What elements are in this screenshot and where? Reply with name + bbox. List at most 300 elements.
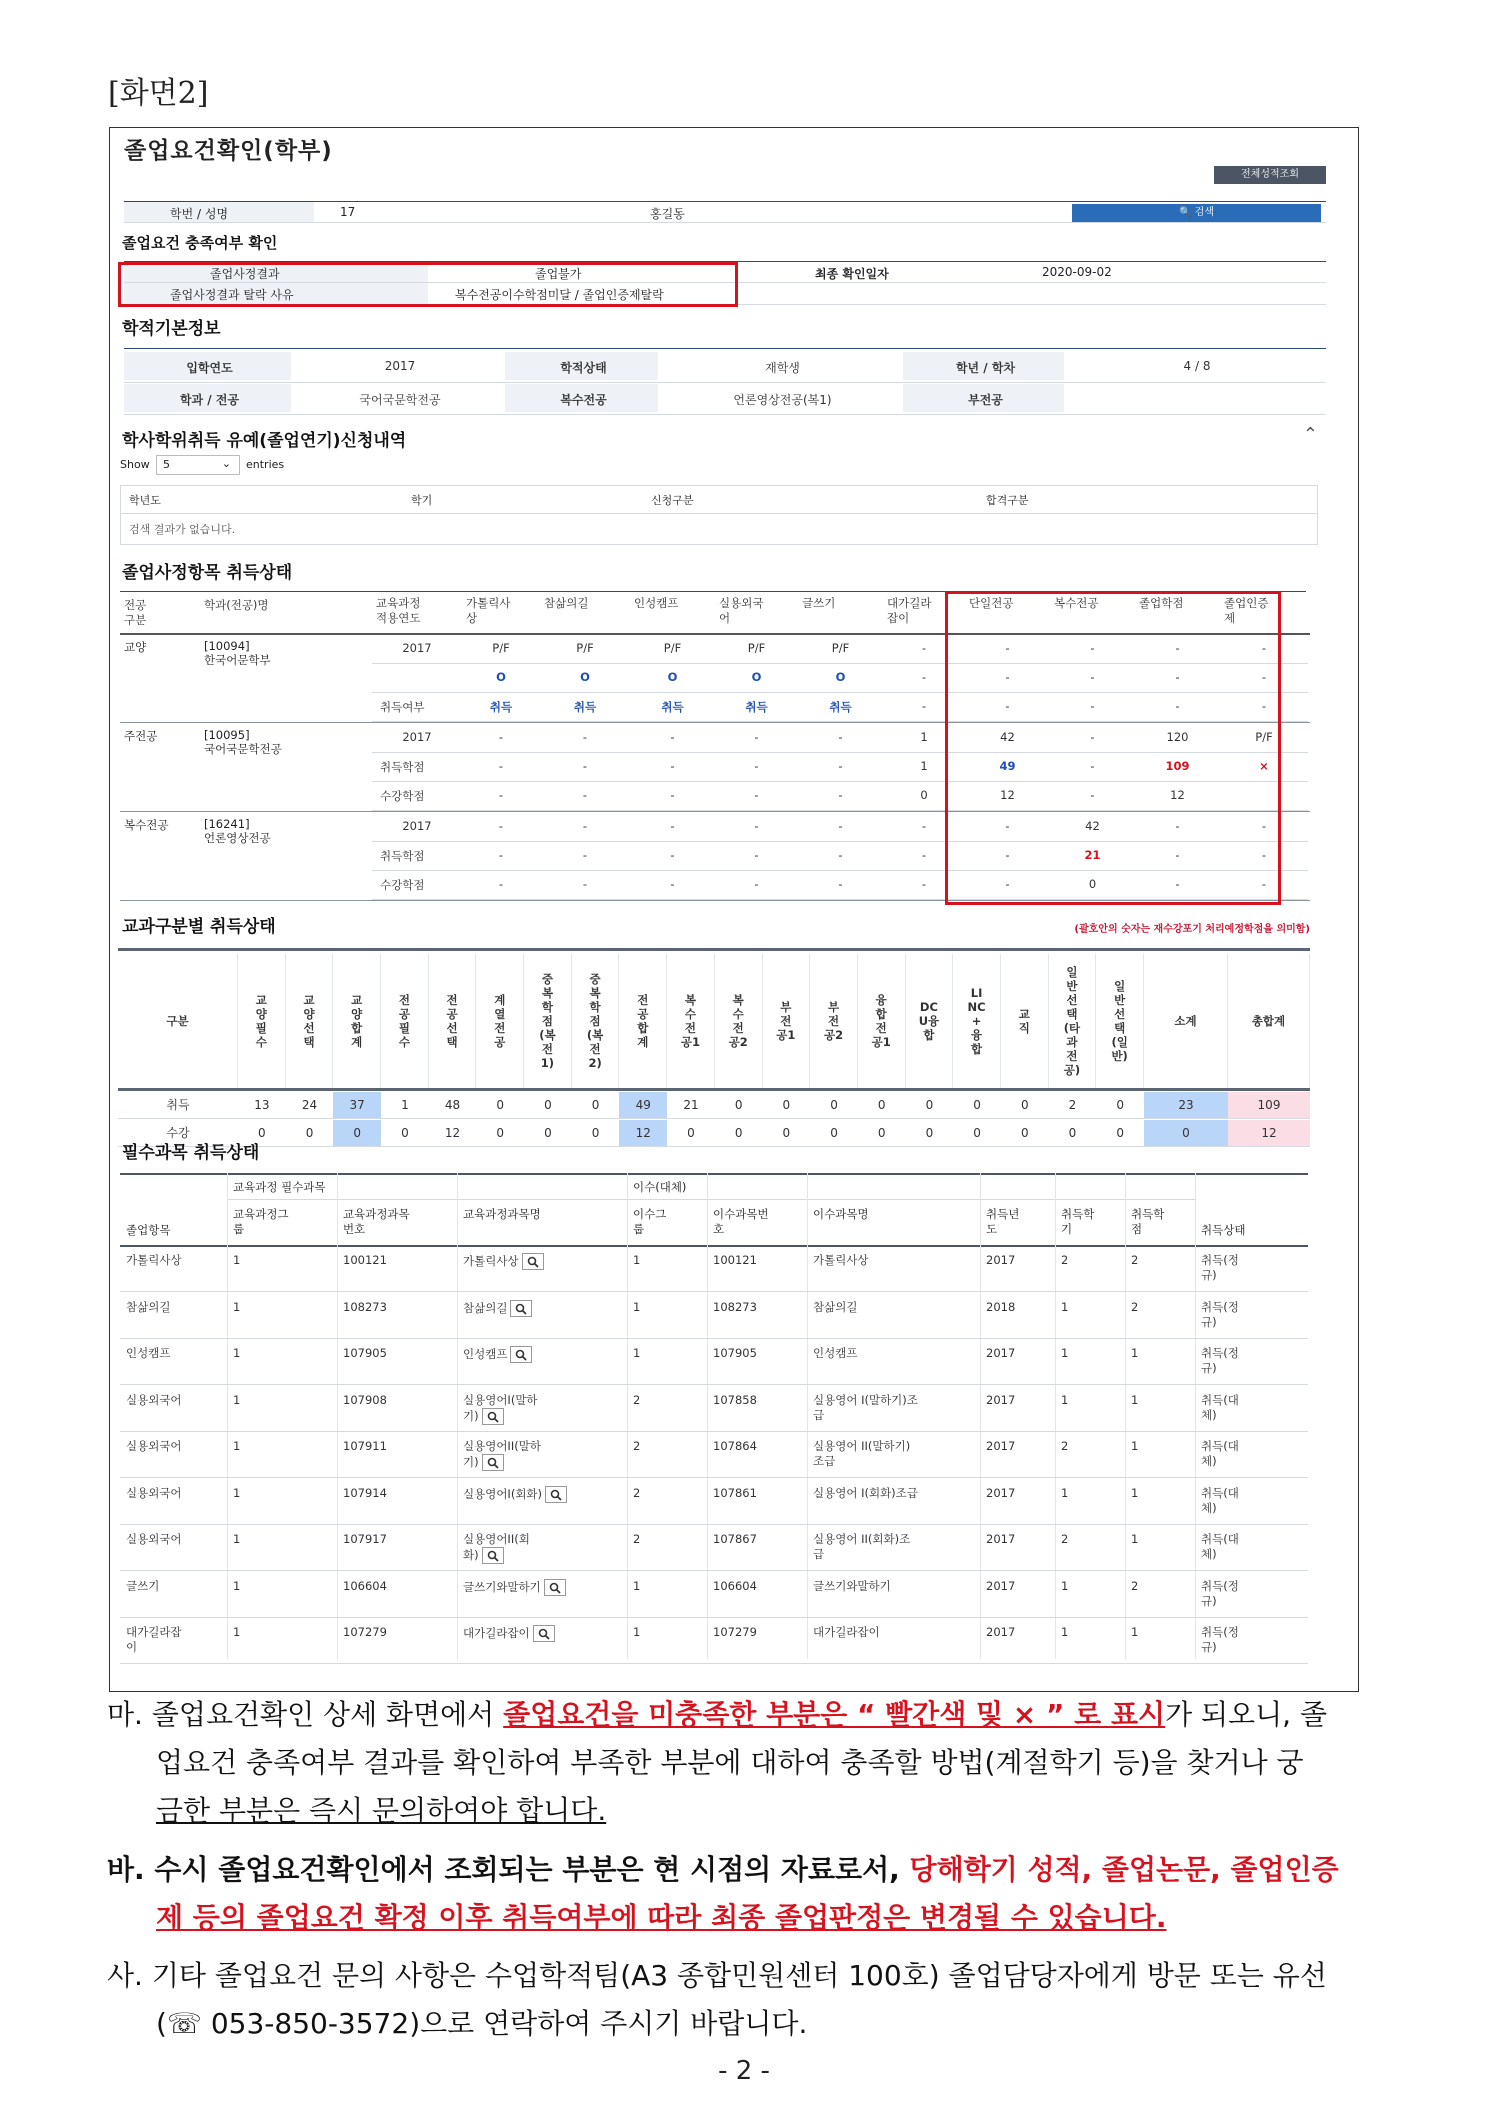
status-cell: - [921, 699, 927, 713]
deferral-header: 신청구분 [651, 494, 694, 507]
class-cell: 0 [830, 1098, 838, 1112]
status-header: 글쓰기 [802, 596, 836, 610]
status-header: 전공 구분 [124, 598, 147, 627]
required-cell: 1 [1061, 1346, 1069, 1360]
class-cell: 0 [734, 1126, 743, 1140]
class-header-label: 복 수 전 공1 [680, 993, 701, 1049]
status-cell: - [582, 848, 588, 862]
note-emphasis: 당해학기 성적, 졸업논문, 졸업인증 [909, 1853, 1339, 1886]
group-header: 이수(대체) [633, 1180, 687, 1194]
required-cell: 106604 [343, 1578, 387, 1593]
required-cell: 1 [233, 1625, 241, 1639]
status-header: 복수전공 [1054, 596, 1099, 610]
status-cell: P/F [576, 641, 594, 655]
status-cell: 2017 [402, 730, 432, 744]
status-cell: - [1175, 699, 1180, 713]
divider [227, 1173, 228, 1659]
required-cell: 1 [633, 1625, 641, 1639]
required-cell: 실용영어II(회 화) [463, 1532, 530, 1562]
status-cell: 120 [1166, 730, 1189, 744]
class-cell: 0 [1020, 1126, 1029, 1140]
divider [124, 382, 1326, 383]
required-cell: 1 [1131, 1346, 1139, 1360]
info-value: 2017 [384, 359, 416, 373]
required-cell: 2 [633, 1485, 641, 1500]
search-icon[interactable] [482, 1454, 504, 1471]
class-header [333, 954, 381, 1088]
class-header-label: 소계 [1174, 1014, 1197, 1028]
required-header: 취득학 기 [1061, 1207, 1095, 1236]
entries-select-value: 5 [163, 458, 170, 471]
class-header [667, 954, 715, 1088]
class-cell: 취득 [166, 1098, 190, 1112]
required-cell: 107908 [343, 1392, 387, 1407]
required-cell: 실용영어 I(회화)조급 [813, 1485, 918, 1500]
class-cell: 0 [1068, 1126, 1077, 1140]
info-value: 4 / 8 [1183, 359, 1211, 373]
required-cell: 실용외국어 [126, 1392, 182, 1407]
status-cell: - [921, 877, 927, 891]
required-cell: 107917 [343, 1532, 387, 1546]
required-cell: 1 [233, 1253, 241, 1267]
class-header-label: 부 전 공2 [823, 1000, 844, 1042]
info-value: 언론영상전공(복1) [733, 393, 832, 407]
class-cell: 0 [305, 1126, 314, 1140]
info-label: 학적상태 [560, 361, 607, 375]
note-ma-2: 업요건 충족여부 결과를 확인하여 부족한 부분에 대하여 충족할 방법(계절학기 등)을 찾거나 궁 [156, 1746, 1304, 1779]
class-header [810, 954, 858, 1088]
class-header-label: 융 합 전 공1 [871, 993, 891, 1049]
divider [1125, 1173, 1126, 1659]
class-header-label: 전 공 합 계 [637, 993, 649, 1049]
status-cell: - [670, 848, 675, 862]
status-header: 단일전공 [969, 596, 1014, 610]
class-cell: 24 [301, 1098, 318, 1112]
required-cell: 1 [1061, 1578, 1069, 1593]
required-cell: 실용외국어 [126, 1485, 182, 1500]
deferral-header: 학년도 [129, 494, 161, 507]
required-header: 이수과목명 [813, 1207, 869, 1221]
class-header [953, 954, 1001, 1088]
required-cell: 1 [233, 1299, 241, 1314]
status-cell: - [1175, 641, 1180, 655]
class-header-label: 중 복 학 점 (복 전 1) [539, 972, 556, 1070]
search-icon[interactable] [533, 1625, 555, 1642]
status-cell: 수강학점 [380, 878, 425, 892]
status-cell: - [1175, 848, 1180, 862]
required-cell: 취득(정 규) [1201, 1578, 1239, 1608]
required-cell: 1 [1061, 1299, 1069, 1314]
class-cell: 0 [544, 1126, 552, 1140]
divider [120, 1245, 1308, 1247]
required-cell: 실용외국어 [126, 1532, 182, 1546]
divider [124, 414, 1326, 415]
status-cell: - [921, 848, 927, 862]
result-value: 졸업불가 [535, 267, 582, 281]
note-sa: 사. 기타 졸업요건 문의 사항은 수업학적팀(A3 종합민원센터 100호) 졸업담당자에게 방문 또는 유선 [107, 1959, 1327, 1992]
class-cell: 13 [254, 1098, 270, 1112]
note-text: 마. 졸업요건확인 상세 화면에서 [107, 1698, 504, 1731]
status-cell: - [838, 848, 843, 862]
divider [120, 1570, 1308, 1571]
status-cell: - [582, 819, 588, 833]
required-cell: 실용외국어 [126, 1439, 182, 1453]
collapse-icon[interactable]: ⌃ [1302, 424, 1318, 445]
required-cell: 1 [1131, 1392, 1139, 1407]
required-cell: 2 [1131, 1299, 1139, 1314]
divider [807, 1173, 808, 1659]
class-header-label: 전 공 필 수 [398, 993, 410, 1049]
class-cell: 0 [830, 1126, 838, 1140]
show-label: Show [120, 458, 150, 471]
class-header-label: 부 전 공1 [776, 1000, 796, 1042]
required-cell: 가톨릭사상 [126, 1253, 182, 1267]
status-header: 실용외국 어 [719, 596, 764, 625]
search-icon[interactable] [544, 1579, 566, 1596]
status-cell: - [838, 877, 843, 891]
class-header-label: 구분 [166, 1014, 189, 1028]
divider [120, 1524, 1308, 1525]
status-cell: 2017 [402, 819, 432, 833]
status-cell: - [1090, 788, 1095, 802]
class-cell: 109 [1228, 1092, 1310, 1118]
divider [120, 1431, 1308, 1432]
class-cell: 48 [444, 1098, 461, 1112]
divider [120, 1291, 1308, 1292]
required-cell: 취득(대 체) [1201, 1485, 1239, 1515]
status-cell: P/F [492, 641, 510, 655]
status-cell: O [667, 670, 678, 684]
required-cell: 1 [1061, 1485, 1069, 1500]
search-icon[interactable] [510, 1346, 532, 1363]
required-cell: 2 [1131, 1578, 1139, 1593]
info-label: 학과 / 전공 [179, 393, 240, 407]
required-header: 취득년 도 [986, 1207, 1020, 1236]
divider [457, 1173, 458, 1659]
class-header-label: 전 공 선 택 [446, 993, 458, 1049]
required-cell: 1 [633, 1578, 641, 1593]
required-cell: 1 [1061, 1625, 1069, 1639]
required-cell: 글쓰기와말하기 [813, 1578, 891, 1593]
status-cell: 취득 [829, 700, 852, 714]
page-title: 졸업요건확인(학부) [124, 138, 333, 164]
divider [121, 513, 1317, 514]
class-cell: 0 [258, 1126, 266, 1140]
class-header-label: LI NC + 융 합 [967, 986, 986, 1056]
class-cell: 0 [591, 1126, 600, 1140]
class-header [1096, 954, 1144, 1088]
divider [980, 1173, 981, 1659]
required-cell: 107867 [713, 1532, 757, 1546]
status-cell: - [1005, 877, 1010, 891]
required-header: 이수과목번 호 [713, 1207, 769, 1236]
divider [118, 1146, 1310, 1147]
class-cell: 49 [619, 1092, 667, 1118]
required-cell: 107905 [343, 1346, 387, 1360]
status-cell: - [838, 730, 843, 744]
class-header [763, 954, 811, 1088]
class-header [715, 954, 763, 1088]
note-ma-3 [156, 1787, 1396, 1835]
class-header-label: 교 양 필 수 [255, 993, 267, 1049]
class-cell: 0 [782, 1126, 791, 1140]
class-header-label: 교 직 [1018, 1007, 1030, 1035]
required-cell: 실용영어 II(회화)조 급 [813, 1532, 911, 1561]
status-cell: - [1090, 670, 1095, 684]
note-text: 바. 수시 졸업요건확인에서 조회되는 부분은 현 시점의 자료로서, [107, 1853, 910, 1886]
divider [120, 1663, 1308, 1664]
required-cell: 실용영어I(회화) [463, 1486, 625, 1503]
status-cell: 수강학점 [380, 789, 425, 803]
status-cell: - [1261, 877, 1267, 891]
class-cell: 0 [1144, 1120, 1228, 1146]
status-cell: - [582, 730, 588, 744]
required-cell: 2 [1131, 1253, 1139, 1267]
class-cell: 37 [333, 1092, 381, 1118]
class-header-label: 총합계 [1251, 1014, 1286, 1028]
status-cell: P/F [831, 641, 850, 655]
search-icon[interactable] [482, 1408, 504, 1425]
class-cell: 0 [973, 1098, 981, 1112]
status-cell: - [670, 730, 675, 744]
status-cell: 취득학점 [380, 760, 425, 774]
status-cell: × [1259, 759, 1269, 773]
status-cell: - [921, 819, 927, 833]
class-cell: 0 [496, 1098, 505, 1112]
status-cell: 0 [1088, 877, 1097, 891]
status-cell: - [1261, 641, 1267, 655]
class-cell: 수강 [166, 1126, 190, 1140]
class-cell: 0 [925, 1126, 934, 1140]
class-header [619, 954, 667, 1088]
status-cell: - [498, 788, 504, 802]
required-cell: 2017 [986, 1253, 1016, 1267]
status-cell: - [1175, 819, 1180, 833]
divider [1195, 1173, 1196, 1659]
status-cell: - [1005, 819, 1010, 833]
search-icon[interactable] [482, 1547, 504, 1564]
highlight-box-result [118, 262, 738, 307]
class-header [1049, 954, 1097, 1088]
required-cell: 1 [233, 1439, 241, 1453]
student-name-value: 홍길동 [650, 207, 685, 221]
class-header [118, 954, 238, 1088]
status-cell: 1 [920, 759, 928, 773]
status-cell: - [582, 788, 588, 802]
reason-value: 복수전공이수학점미달 / 졸업인증제탈락 [455, 288, 664, 302]
required-cell: 108273 [343, 1299, 387, 1314]
note-ba-2: 제 등의 졸업요건 확정 이후 취득여부에 따라 최종 졸업판정은 변경될 수 있습니다. [156, 1901, 1167, 1934]
status-cell: - [921, 670, 927, 684]
required-cell: 2017 [986, 1532, 1016, 1546]
required-cell: 실용영어I(말하 기) [463, 1392, 538, 1423]
note-emphasis: 졸업요건을 미충족한 부분은 “ 빨간색 및 × ” 로 표시 [503, 1698, 1166, 1731]
full-grades-button[interactable]: 전체성적조회 [1214, 166, 1326, 184]
status-cell: - [1005, 641, 1010, 655]
status-cell: 취득 [573, 700, 597, 714]
divider [120, 1617, 1308, 1618]
student-id-value: 17 [340, 205, 356, 219]
required-cell: 1 [233, 1532, 241, 1546]
status-cell: - [1005, 699, 1010, 713]
status-cell: 1 [920, 730, 928, 744]
required-cell: 2017 [986, 1346, 1016, 1360]
required-cell: 취득(정 규) [1201, 1625, 1239, 1654]
required-cell: 인성캠프 [813, 1346, 858, 1360]
class-cell: 0 [401, 1126, 409, 1140]
class-cell: 21 [683, 1098, 699, 1112]
required-cell: 1 [633, 1299, 641, 1314]
required-cell: 글쓰기 [126, 1578, 160, 1593]
date-value: 2020-09-02 [1042, 265, 1112, 279]
chevron-down-icon: ⌄ [221, 457, 231, 470]
required-cell: 참삶의길 [813, 1299, 858, 1314]
required-cell: 1 [1061, 1392, 1069, 1407]
status-cell: - [754, 788, 759, 802]
required-cell: 가톨릭사상 [463, 1253, 625, 1270]
deferral-title: 학사학위취득 유예(졸업연기)신청내역 [122, 431, 407, 451]
status-cell: 12 [1000, 788, 1015, 802]
search-button[interactable] [1072, 204, 1321, 222]
divider [1055, 1173, 1056, 1659]
status-cell: - [754, 759, 759, 773]
required-cell: 취득(대 체) [1201, 1532, 1239, 1561]
basic-info-title: 학적기본정보 [122, 319, 221, 339]
required-cell: 2017 [986, 1439, 1016, 1453]
info-label: 복수전공 [560, 393, 607, 407]
class-cell: 0 [1116, 1126, 1124, 1140]
status-cell: - [1005, 670, 1010, 684]
group-dept: [16241] 언론영상전공 [204, 817, 271, 845]
note-ma [107, 1691, 1397, 1739]
search-icon[interactable] [522, 1253, 544, 1270]
required-cell: 2017 [986, 1485, 1016, 1500]
entries-select[interactable] [156, 455, 240, 475]
divider [120, 1384, 1308, 1385]
status-cell: - [498, 759, 504, 773]
required-cell: 107911 [343, 1439, 387, 1453]
class-header [906, 954, 954, 1088]
empty-message: 검색 결과가 없습니다. [129, 523, 236, 536]
required-cell: 100121 [343, 1253, 387, 1267]
reason-label: 졸업사정결과 탈락 사유 [170, 288, 294, 302]
info-value: 재학생 [765, 361, 800, 375]
status-cell: - [1175, 877, 1180, 891]
status-cell: - [1261, 819, 1267, 833]
required-cell: 취득(정 규) [1201, 1299, 1239, 1329]
required-cell: 1 [1131, 1485, 1139, 1500]
required-cell: 2 [633, 1439, 641, 1453]
divider [337, 1173, 338, 1659]
class-header [1144, 954, 1228, 1088]
status-cell: - [582, 877, 588, 891]
required-header: 교육과정과목명 [463, 1207, 541, 1221]
status-cell: - [754, 877, 759, 891]
class-cell: 0 [734, 1098, 743, 1112]
status-cell: 취득 [489, 700, 513, 714]
class-cell: 0 [925, 1098, 934, 1112]
class-cell: 0 [877, 1126, 886, 1140]
status-cell: - [1090, 641, 1095, 655]
required-cell: 참삶의길 [463, 1300, 625, 1317]
status-cell: 2017 [402, 641, 432, 655]
search-label: 검색 [1194, 207, 1214, 218]
required-cell: 1 [1131, 1439, 1139, 1453]
status-cell: - [670, 759, 675, 773]
status-header: 졸업학점 [1139, 596, 1184, 610]
required-cell: 108273 [713, 1299, 757, 1314]
required-cell: 취득(대 체) [1201, 1439, 1239, 1468]
status-header: 대가길라 잡이 [887, 596, 932, 625]
divider [227, 1199, 1195, 1200]
required-cell: 107864 [713, 1439, 757, 1453]
required-cell: 대가길라잡 이 [126, 1625, 182, 1654]
status-title: 졸업사정항목 취득상태 [122, 563, 293, 583]
required-cell: 107914 [343, 1485, 387, 1500]
class-cell: 0 [687, 1126, 695, 1140]
status-cell: - [1261, 670, 1267, 684]
status-header: 가톨릭사 상 [466, 596, 511, 625]
search-icon[interactable] [510, 1300, 532, 1317]
status-header: 학과(전공)명 [204, 598, 269, 612]
deferral-table [120, 485, 1318, 545]
divider [707, 1173, 708, 1659]
class-header-label: 일 반 선 택 (타 과 전 공) [1063, 965, 1081, 1077]
required-cell: 1 [233, 1392, 241, 1407]
status-cell: P/F [1255, 730, 1273, 744]
status-cell: - [838, 788, 843, 802]
note-text: 가 되오니, 졸 [1165, 1698, 1328, 1731]
status-cell: P/F [747, 641, 766, 655]
class-header-label: 일 반 선 택 (일 반) [1111, 979, 1128, 1063]
group-dept: [10095] 국어국문학전공 [204, 728, 282, 756]
status-cell: 0 [920, 788, 928, 802]
screenshot-frame [109, 127, 1359, 1692]
status-cell: - [921, 641, 927, 655]
status-cell: 42 [1085, 819, 1100, 833]
search-icon[interactable] [545, 1486, 567, 1503]
divider [118, 1118, 1310, 1119]
required-cell: 2017 [986, 1578, 1016, 1593]
screen-label: [화면2] [108, 76, 209, 111]
required-cell: 2018 [986, 1299, 1016, 1314]
class-header [238, 954, 286, 1088]
status-header: 인성캠프 [634, 596, 679, 610]
required-cell: 실용영어II(말하 기) [463, 1439, 541, 1469]
required-cell: 1 [633, 1346, 641, 1360]
class-cell: 0 [973, 1126, 981, 1140]
status-cell: O [580, 670, 590, 684]
status-cell: - [1005, 848, 1010, 862]
status-cell: 취득학점 [380, 849, 425, 863]
group-type: 복수전공 [124, 818, 169, 832]
class-cell: 0 [544, 1098, 552, 1112]
deferral-header: 합격구분 [986, 494, 1029, 507]
status-cell: - [1175, 670, 1180, 684]
status-cell: - [498, 848, 504, 862]
required-cell: 100121 [713, 1253, 757, 1267]
status-cell: - [1090, 730, 1095, 744]
required-cell: 1 [633, 1253, 641, 1267]
group-header: 교육과정 필수과목 [233, 1180, 326, 1194]
status-cell: - [1261, 848, 1267, 862]
class-cell: 0 [333, 1120, 381, 1146]
note-ba [107, 1846, 1407, 1894]
search-icon: 🔍 [1179, 207, 1192, 218]
divider [120, 1173, 1308, 1175]
info-value: 국어국문학전공 [359, 393, 441, 407]
required-cell: 글쓰기와말하기 [463, 1579, 625, 1596]
